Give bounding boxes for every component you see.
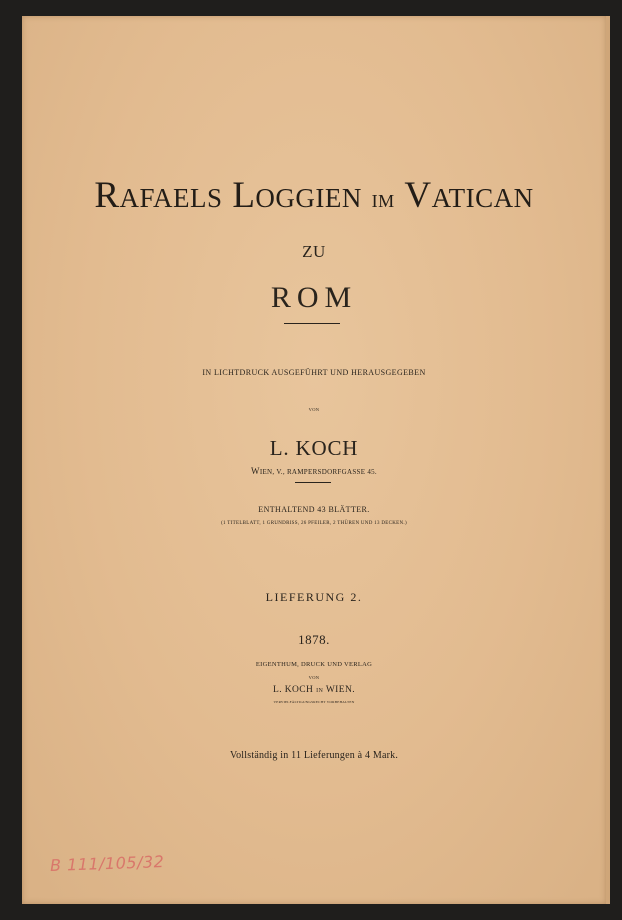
title-page (22, 16, 610, 904)
divider-rule-short (295, 482, 331, 483)
title-word-im: IM (371, 191, 395, 211)
rights-notice: VERVIELFÄLTIGUNGSRECHT VORBEHALTEN (273, 700, 355, 704)
title-initial-v: V (404, 175, 432, 216)
von-line: VON (308, 407, 320, 412)
title-zu: ZU (302, 242, 326, 261)
publisher-wien: WIEN. (325, 685, 355, 695)
title-word-loggien: OGGIEN (255, 183, 362, 213)
author-address (22, 466, 606, 476)
library-shelfmark-stamp: B 111/105/32 (49, 852, 165, 875)
title-initial-l: L (232, 175, 256, 216)
publisher-koch: L. KOCH (273, 685, 314, 695)
imprint-von: VON (308, 675, 320, 680)
contents-count: ENTHALTEND 43 BLÄTTER. (258, 505, 370, 514)
address-initial: W (251, 466, 260, 476)
contents-detail: (1 TITELBLATT, 1 GRUNDRISS, 26 PFEILER, 2 THÜREN UND 13 DECKEN.) (221, 521, 407, 526)
publisher-in: IN (316, 688, 324, 694)
imprint-line: EIGENTHUM, DRUCK UND VERLAG (255, 661, 373, 668)
publication-year: 1878. (298, 632, 330, 647)
title-word-rafaels: AFAELS (119, 183, 223, 213)
issue-number: LIEFERUNG 2. (265, 590, 363, 604)
publisher-name (22, 685, 606, 695)
book-title (22, 174, 606, 217)
title-initial-r: R (94, 175, 120, 216)
title-rom: ROM (270, 281, 358, 314)
price-line: Vollständig in 11 Lieferungen à 4 Mark. (229, 750, 399, 761)
title-word-vatican: ATICAN (431, 183, 534, 213)
divider-rule (284, 323, 340, 324)
author-name: L. KOCH (269, 436, 359, 460)
address-rest: IEN, V., RAMPERSDORFGASSE 45. (259, 468, 377, 476)
lichtdruck-line: IN LICHTDRUCK AUSGEFÜHRT UND HERAUSGEGEBEN (202, 368, 426, 377)
